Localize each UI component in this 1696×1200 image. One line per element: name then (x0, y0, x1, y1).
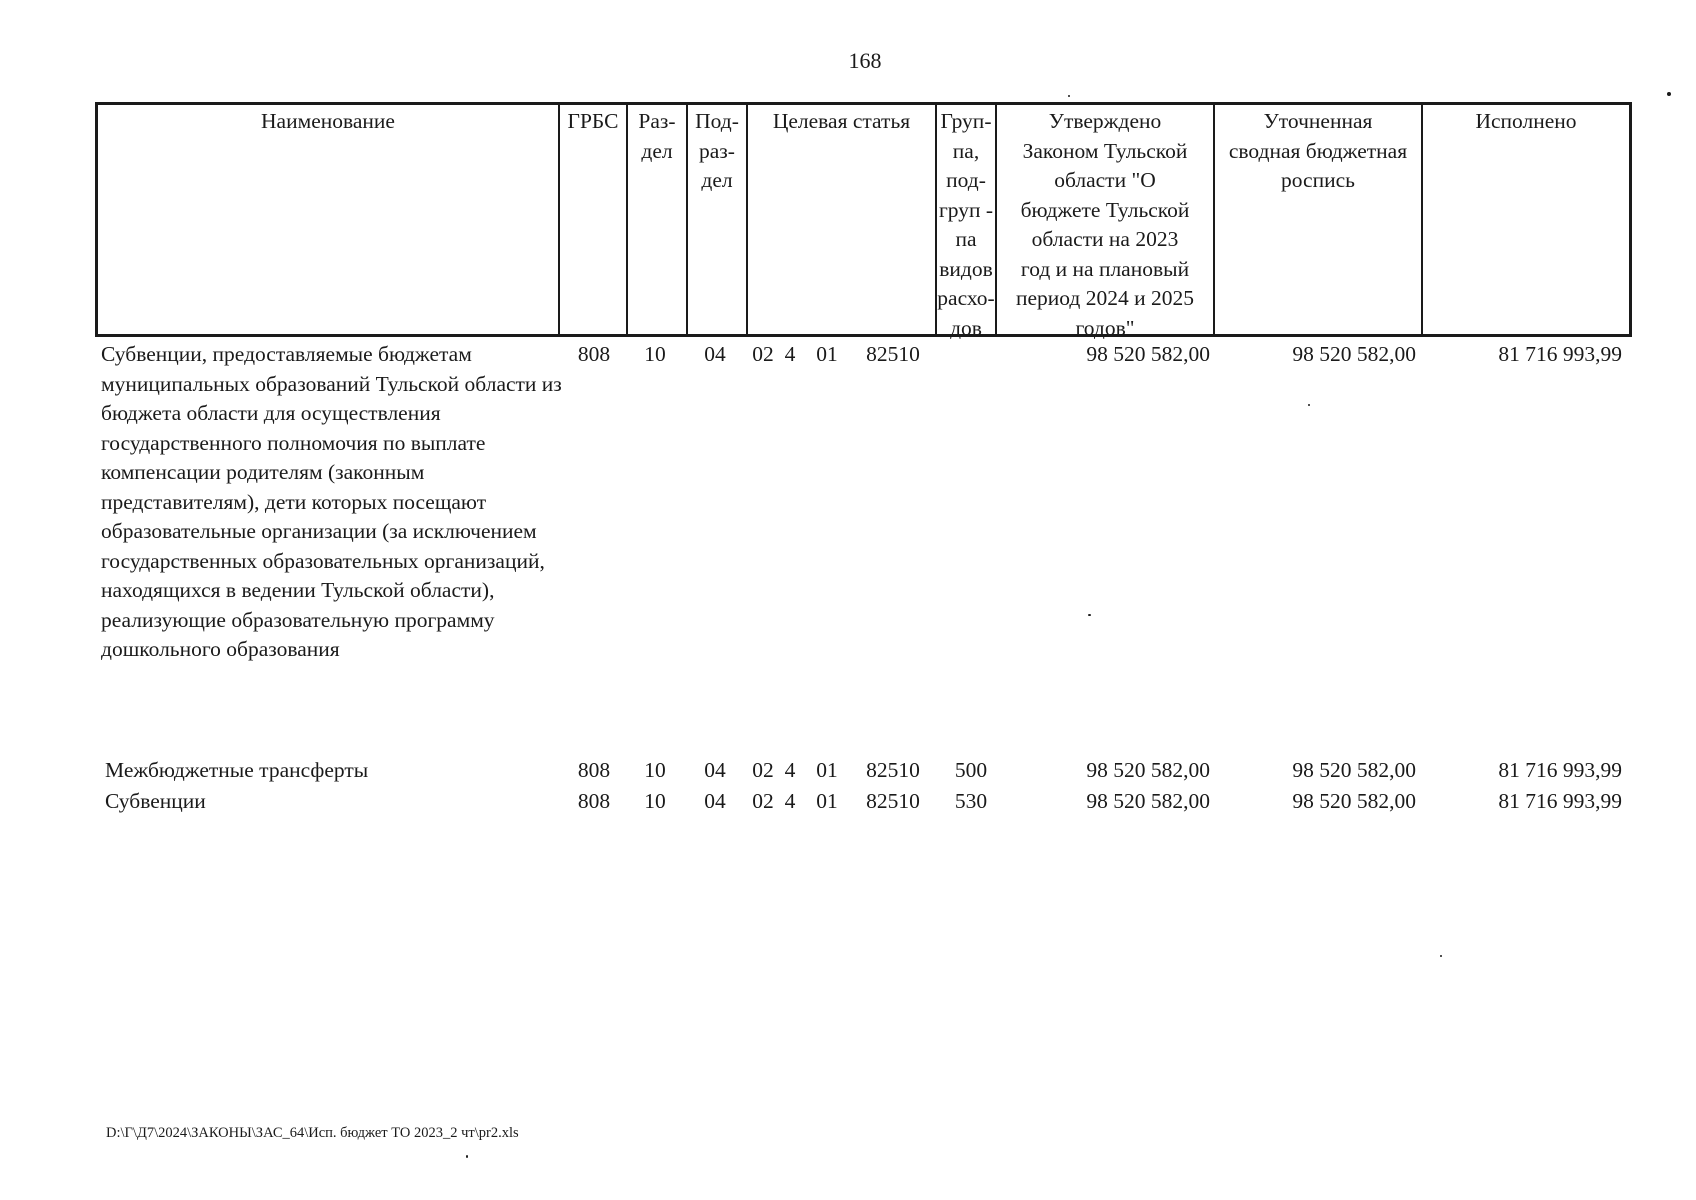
row-utverzhdeno: 98 520 582,00 (1086, 758, 1210, 782)
row-name: Субвенции, предоставляемые бюджетам муниципальных образований Тульской области из бюджета области для осуществления государственного полномочия по выплате компенсации родителям (законным представителям), дети которых посещают образовательные организации (за исключением государственных образовательных организаций, находящихся в ведении Тульской области), реализующие образовательную программу дошкольного образования (101, 342, 562, 661)
row-grbs: 808 (577, 342, 611, 366)
row-cs-complex: 01 (816, 758, 838, 782)
scan-speck (1440, 955, 1442, 957)
row-razdel: 10 (644, 789, 666, 813)
row-cs-direction: 82510 (866, 758, 920, 782)
header-ispolneno: Исполнено (1475, 109, 1577, 133)
scan-speck (466, 1155, 468, 1158)
row-cs-program: 02 (752, 342, 774, 366)
row-razdel: 10 (644, 342, 666, 366)
row-podrazdel: 04 (704, 789, 726, 813)
row-grbs: 808 (577, 758, 611, 782)
row-utochnennaya: 98 520 582,00 (1292, 342, 1416, 366)
row-cs-type: 4 (784, 789, 796, 813)
row-cs-direction: 82510 (866, 789, 920, 813)
footer-file-path: D:\Г\Д7\2024\ЗАКОНЫ\ЗАС_64\Исп. бюджет ТО 2023_2 чт\pr2.xls (106, 1125, 519, 1141)
header-grbs: ГРБС (567, 109, 619, 133)
scan-speck (1667, 92, 1671, 96)
column-divider (1421, 105, 1423, 334)
header-name: Наименование (261, 109, 395, 133)
row-cs-complex: 01 (816, 342, 838, 366)
row-utverzhdeno: 98 520 582,00 (1086, 789, 1210, 813)
scan-speck (1068, 95, 1070, 97)
row-gruppa: 500 (954, 758, 988, 782)
row-ispolneno: 81 716 993,99 (1498, 758, 1622, 782)
column-divider (746, 105, 748, 334)
row-utverzhdeno: 98 520 582,00 (1086, 342, 1210, 366)
header-gruppa-vidov-rashodov: Груп- па, под- груп - па видов расхо- дов (937, 109, 995, 340)
row-cs-complex: 01 (816, 789, 838, 813)
row-cs-type: 4 (784, 758, 796, 782)
row-cs-direction: 82510 (866, 342, 920, 366)
page-number: 168 (848, 48, 882, 73)
row-razdel: 10 (644, 758, 666, 782)
scan-speck (1308, 404, 1310, 406)
header-razdel: Раз- дел (638, 109, 676, 163)
row-ispolneno: 81 716 993,99 (1498, 342, 1622, 366)
row-cs-program: 02 (752, 789, 774, 813)
header-utverzhdeno: Утверждено Законом Тульской области "О бюджете Тульской области на 2023 год и на плановый период 2024 и 2025 годов" (1015, 109, 1194, 340)
scan-speck (1088, 614, 1091, 616)
table-header (95, 102, 1632, 340)
row-name: Межбюджетные трансферты (105, 758, 369, 782)
header-podrazdel: Под- раз- дел (695, 109, 739, 192)
row-grbs: 808 (577, 789, 611, 813)
header-utochnennaya-rospis: Уточненная сводная бюджетная роспись (1228, 109, 1408, 192)
row-cs-type: 4 (784, 342, 796, 366)
header-celevaya-statya: Целевая статья (772, 109, 911, 133)
row-utochnennaya: 98 520 582,00 (1292, 758, 1416, 782)
row-gruppa: 530 (954, 789, 988, 813)
row-ispolneno: 81 716 993,99 (1498, 789, 1622, 813)
column-divider (558, 105, 560, 334)
row-name: Субвенции (105, 789, 206, 813)
row-podrazdel: 04 (704, 758, 726, 782)
row-utochnennaya: 98 520 582,00 (1292, 789, 1416, 813)
row-cs-program: 02 (752, 758, 774, 782)
row-podrazdel: 04 (704, 342, 726, 366)
